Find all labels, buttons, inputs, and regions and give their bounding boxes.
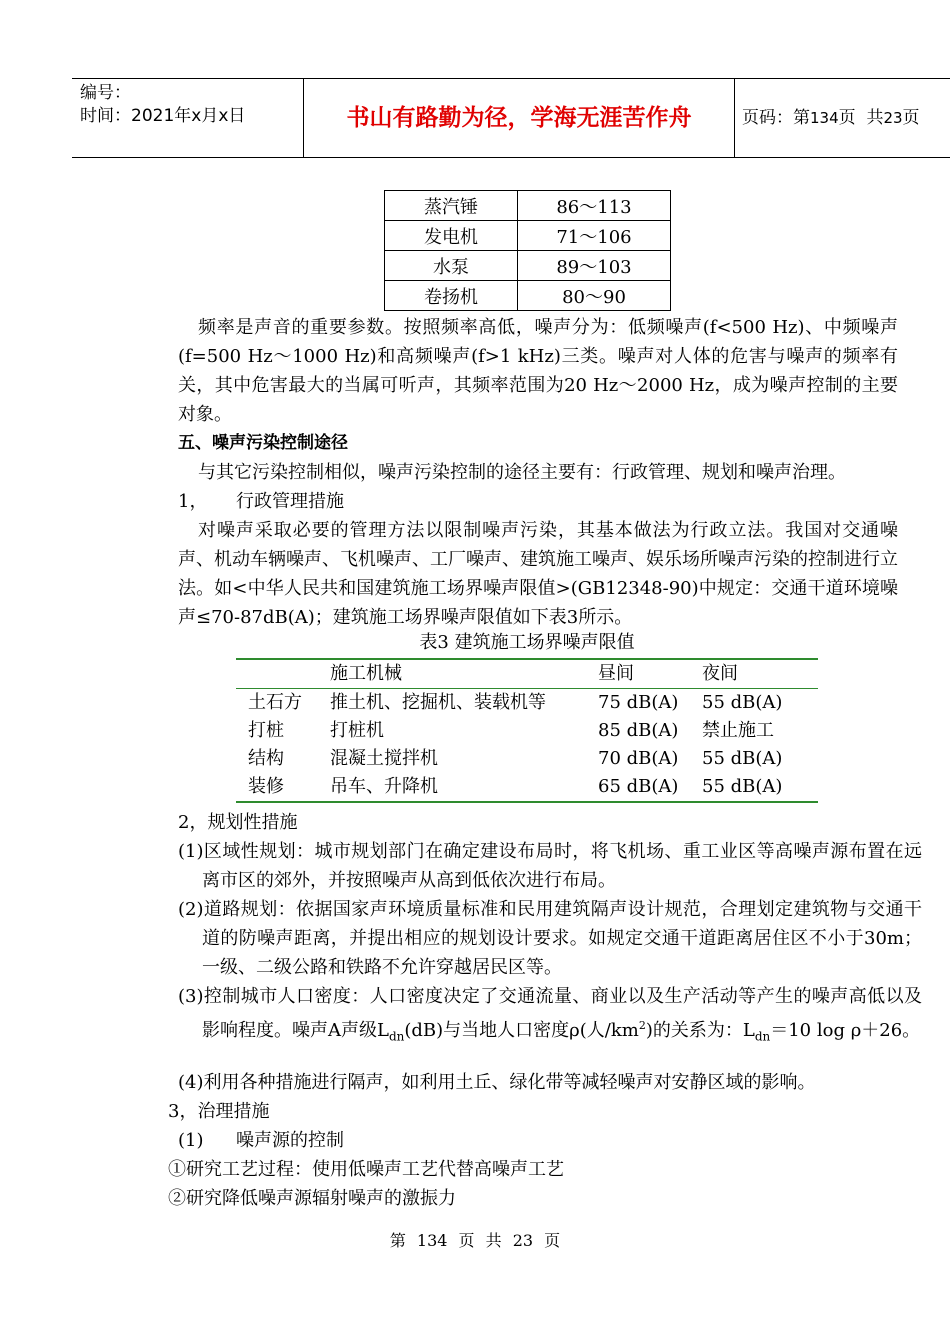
table-cell: 89～103 — [518, 251, 671, 281]
table-cell: 55 dB(A) — [702, 773, 818, 802]
table-cell: 65 dB(A) — [598, 773, 702, 802]
noise-source-table — [384, 190, 671, 311]
table-cell: 装修 — [236, 773, 330, 802]
table-row — [385, 251, 671, 281]
table-cell: 70 dB(A) — [598, 748, 679, 769]
table-row — [236, 745, 818, 773]
table-row — [385, 281, 671, 311]
table-cell: 85 dB(A) — [598, 720, 679, 741]
table-cell: 卷扬机 — [385, 281, 518, 311]
list-item: ①研究工艺过程：使用低噪声工艺代替高噪声工艺 — [168, 1159, 564, 1180]
header-time-label: 时间：2021年x月x日 — [80, 106, 246, 126]
table-row — [385, 191, 671, 221]
frequency-paragraph: 频率是声音的重要参数。按照频率高低，噪声分为：低频噪声(f<500 Hz)、中频噪声(f=500 Hz～1000 Hz)和高频噪声(f>1 kHz)三类。噪声对人体的危害与噪声的频率有关，其中危害最大的当属可听声，其频率范围为20 Hz～2000 Hz，成为噪声控制的主要对象。 — [178, 317, 898, 425]
table-cell: 55 dB(A) — [702, 692, 783, 713]
table-cell: 71～106 — [518, 221, 671, 251]
header-meta — [80, 82, 245, 128]
page-footer: 第 134 页 共 23 页 — [389, 1231, 561, 1250]
text-run: ＝10 log ρ＋26。 — [770, 1020, 921, 1041]
header-motto: 书山有路勤为径，学海无涯苦作舟 — [346, 105, 692, 131]
text-run: )的关系为：L — [645, 1020, 755, 1041]
item-number: 1， — [178, 491, 208, 512]
plan-item — [178, 982, 922, 1052]
text-run: (dB)与当地人口密度ρ(人/km — [404, 1020, 639, 1041]
intro-paragraph: 与其它污染控制相似，噪声污染控制的途径主要有：行政管理、规划和噪声治理。 — [198, 462, 846, 483]
table-cell: 水泵 — [385, 251, 518, 281]
page-header — [72, 78, 950, 158]
table-cell: 禁止施工 — [702, 720, 774, 741]
page-total: 23 — [883, 109, 903, 127]
item-heading: 3，治理措施 — [168, 1101, 270, 1122]
text-run: dn — [754, 1029, 771, 1044]
table-cell: 土石方 — [248, 692, 302, 713]
text-run: 2 — [638, 1019, 646, 1032]
section-heading: 五、噪声污染控制途径 — [178, 433, 348, 453]
item-title: 行政管理措施 — [236, 491, 344, 512]
sub-heading — [178, 1126, 898, 1155]
table-cell: 吊车、升降机 — [330, 773, 598, 802]
table-cell: 混凝土搅拌机 — [330, 748, 438, 769]
page-number: 134 — [810, 109, 839, 127]
item-heading: 2，规划性措施 — [178, 812, 298, 833]
admin-paragraph: 对噪声采取必要的管理方法以限制噪声污染，其基本做法为行政立法。我国对交通噪声、机动车辆噪声、飞机噪声、工厂噪声、建筑施工噪声、娱乐场所噪声污染的控制进行立法。如<中华人民共和国建筑施工场界噪声限值>(GB12348-90)中规定：交通干道环境噪声≤70-87dB(A)；建筑施工场界噪声限值如下表3所示。 — [178, 520, 898, 628]
text-run: dn — [388, 1029, 405, 1044]
table-cell: 75 dB(A) — [598, 692, 679, 713]
table-header: 夜间 — [702, 659, 818, 689]
header-page-info — [742, 79, 920, 157]
table-caption: 表3 建筑施工场界噪声限值 — [419, 632, 635, 653]
page-mid: 页 共 — [838, 108, 884, 128]
text-run: (3)控制城市人口密度：人口密度决定了交通流量、商业以及生产活动等产生的噪声高低以及影响程度。噪声A声级L — [178, 986, 922, 1041]
table-row — [236, 689, 818, 718]
table-row — [236, 717, 818, 745]
table-cell: 结构 — [248, 748, 284, 769]
page-suffix: 页 — [902, 108, 920, 128]
plan-item: (1)区域性规划：城市规划部门在确定建设布局时，将飞机场、重工业区等高噪声源布置在远离市区的郊外，并按照噪声从高到低依次进行布局。 — [178, 841, 922, 891]
table-cell: 推土机、挖掘机、装载机等 — [330, 692, 546, 713]
item-number: (1) — [178, 1130, 204, 1151]
item-heading — [178, 487, 898, 516]
table-cell: 蒸汽锤 — [385, 191, 518, 221]
table-header-row — [236, 659, 818, 689]
table-header: 昼间 — [598, 659, 702, 689]
table-cell: 80～90 — [518, 281, 671, 311]
table-header — [236, 659, 330, 689]
table-cell: 打桩机 — [330, 720, 384, 741]
list-item: ②研究降低噪声源辐射噪声的激振力 — [168, 1188, 456, 1209]
table-cell: 86～113 — [518, 191, 671, 221]
table-cell: 发电机 — [385, 221, 518, 251]
header-number-label: 编号： — [80, 83, 131, 103]
noise-limit-table — [236, 658, 818, 803]
plan-item: (4)利用各种措施进行隔声，如利用土丘、绿化带等减轻噪声对安静区域的影响。 — [178, 1072, 816, 1093]
plan-item: (2)道路规划：依据国家声环境质量标准和民用建筑隔声设计规范，合理划定建筑物与交通干道的防噪声距离，并提出相应的规划设计要求。如规定交通干道距离居住区不小于30m；一级、二级公路和铁路不允许穿越居民区等。 — [178, 899, 922, 978]
table-row — [236, 773, 818, 802]
page-prefix: 页码：第 — [742, 108, 810, 128]
table-header: 施工机械 — [330, 659, 598, 689]
item-title: 噪声源的控制 — [236, 1130, 344, 1151]
table-cell: 55 dB(A) — [702, 748, 783, 769]
table-cell: 打桩 — [248, 720, 284, 741]
table-row — [385, 221, 671, 251]
